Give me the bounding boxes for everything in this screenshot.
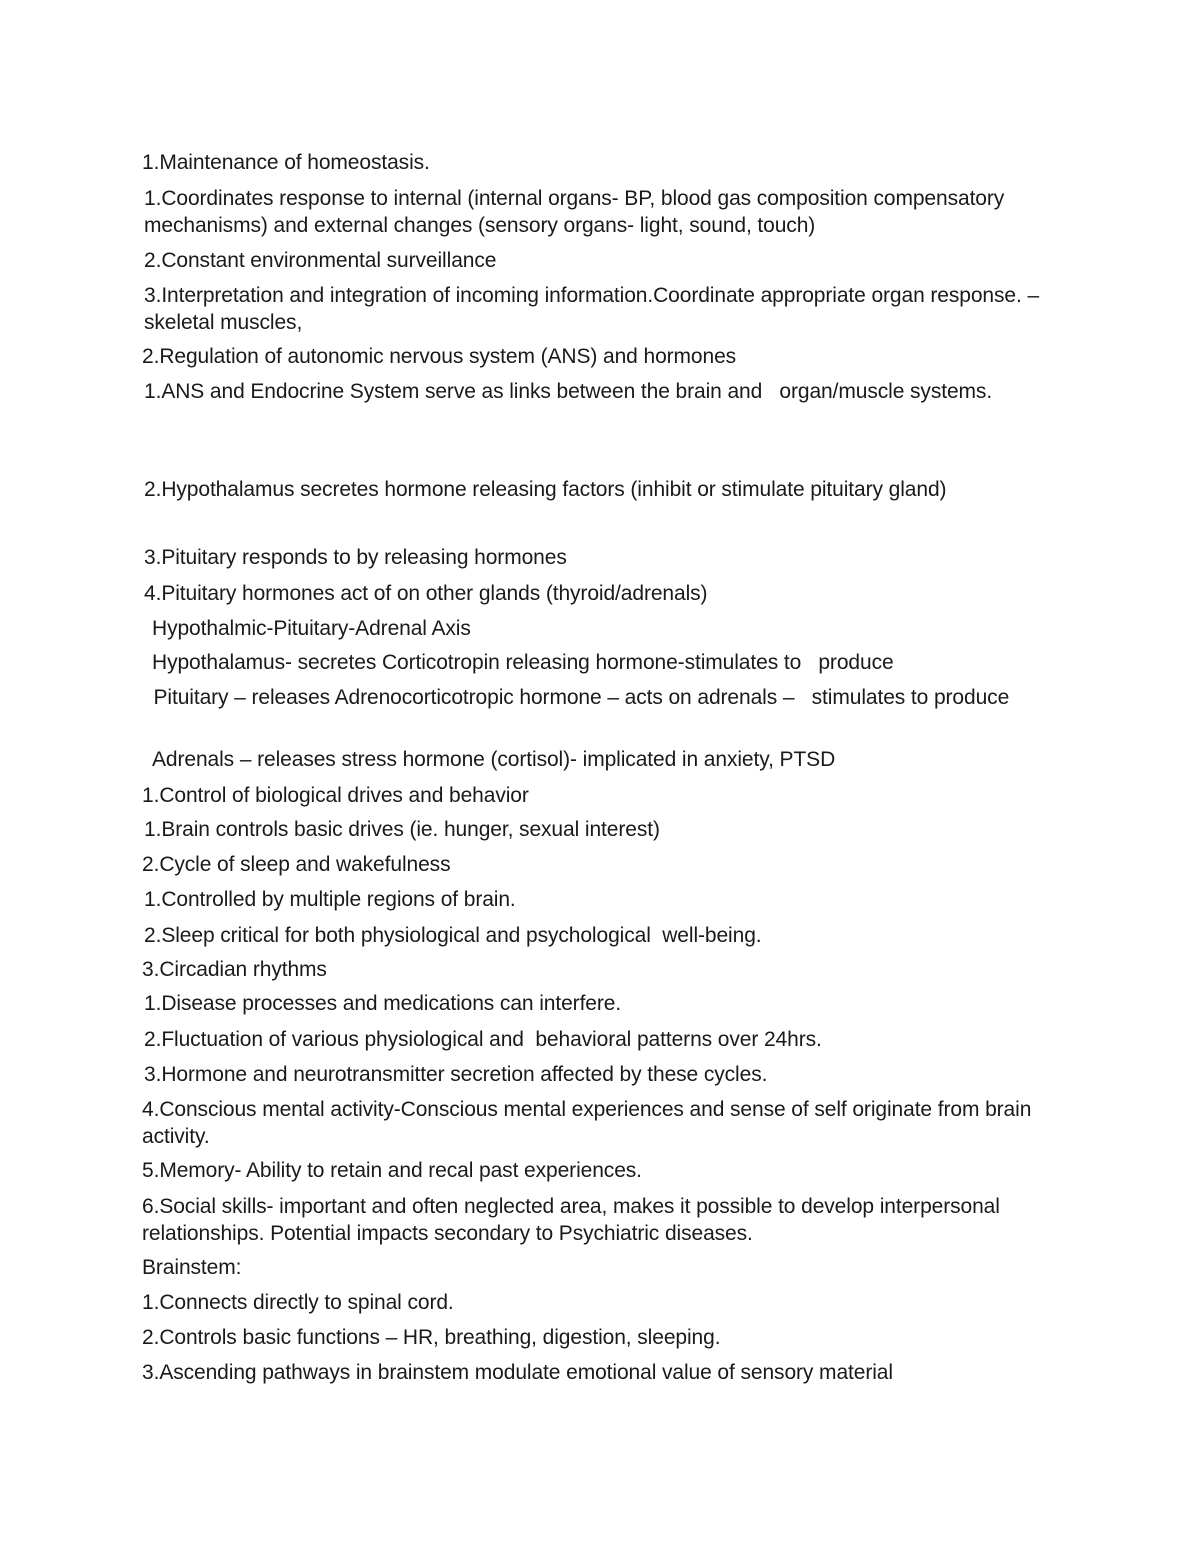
- text-line: 1.Controlled by multiple regions of brain.: [144, 888, 516, 911]
- section-heading: Brainstem:: [142, 1256, 242, 1279]
- text-line: 1.Maintenance of homeostasis.: [142, 151, 430, 174]
- text-line: 2.Sleep critical for both physiological and psychological well-being.: [144, 924, 762, 947]
- text-line: 4.Conscious mental activity-Conscious mental experiences and sense of self originate from brain activity.: [142, 1098, 1038, 1148]
- text-line: 2.Cycle of sleep and wakefulness: [142, 853, 451, 876]
- text-line: 2.Constant environmental surveillance: [144, 249, 497, 272]
- text-line: 6.Social skills- important and often neglected area, makes it possible to develop interpersonal relationships. Potential impacts secondary to Psychiatric diseases.: [142, 1195, 1006, 1245]
- text-line: 4.Pituitary hormones act of on other glands (thyroid/adrenals): [144, 582, 708, 605]
- text-line: 1.Brain controls basic drives (ie. hunger, sexual interest): [144, 818, 660, 841]
- text-line: Adrenals – releases stress hormone (cortisol)- implicated in anxiety, PTSD: [152, 748, 836, 771]
- text-line: 3.Ascending pathways in brainstem modulate emotional value of sensory material: [142, 1361, 893, 1384]
- text-line: 1.Control of biological drives and behavior: [142, 784, 529, 807]
- text-line: 2.Regulation of autonomic nervous system (ANS) and hormones: [142, 345, 737, 368]
- text-line: 1.ANS and Endocrine System serve as links between the brain and organ/muscle systems.: [144, 380, 993, 403]
- text-line: 3.Hormone and neurotransmitter secretion affected by these cycles.: [144, 1063, 768, 1086]
- text-line: 3.Interpretation and integration of incoming information.Coordinate appropriate organ response. – skeletal muscles,: [144, 284, 1045, 334]
- text-line: 5.Memory- Ability to retain and recal past experiences.: [142, 1159, 642, 1182]
- text-line: 1.Disease processes and medications can interfere.: [144, 992, 622, 1015]
- text-line: 3.Circadian rhythms: [142, 958, 327, 981]
- text-line: 3.Pituitary responds to by releasing hormones: [144, 546, 567, 569]
- text-line: 1.Connects directly to spinal cord.: [142, 1291, 454, 1314]
- text-line: 2.Fluctuation of various physiological and behavioral patterns over 24hrs.: [144, 1028, 822, 1051]
- text-line: Hypothalmic-Pituitary-Adrenal Axis: [152, 617, 471, 640]
- text-line: 1.Coordinates response to internal (internal organs- BP, blood gas composition compensatory mechanisms) and external changes (sensory organs- light, sound, touch): [144, 187, 1010, 237]
- text-line: Hypothalamus- secretes Corticotropin releasing hormone-stimulates to produce: [152, 651, 894, 674]
- text-line: 2.Hypothalamus secretes hormone releasing factors (inhibit or stimulate pituitary gland): [144, 478, 947, 501]
- text-line: Pituitary – releases Adrenocorticotropic hormone – acts on adrenals – stimulates to produce: [142, 686, 1010, 709]
- text-line: 2.Controls basic functions – HR, breathing, digestion, sleeping.: [142, 1326, 721, 1349]
